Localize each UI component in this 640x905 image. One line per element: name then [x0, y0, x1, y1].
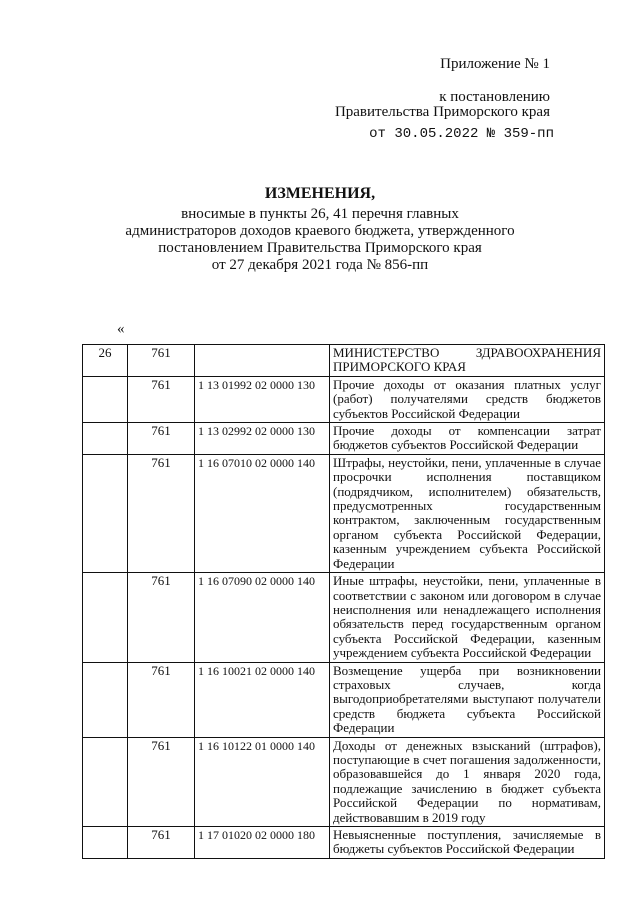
- row-number-cell: [83, 662, 128, 737]
- row-number-cell: [83, 423, 128, 455]
- row-number-cell: [83, 737, 128, 826]
- revenue-name-cell: Невыясненные поступления, зачисляемые в бюджеты субъектов Российской Федерации: [330, 827, 605, 859]
- revenue-name-cell: Штрафы, неустойки, пени, уплаченные в случае просрочки исполнения поставщиком (подрядчиком, исполнителем) обязательств, предусмотренных государственным контрактом, заключенным государственным органом субъекта Российской Федерации, казенным учреждением субъекта Российской Федерации: [330, 454, 605, 572]
- admin-code-cell: 761: [128, 376, 195, 422]
- table-row: [83, 573, 605, 662]
- revenue-name-cell: Иные штрафы, неустойки, пени, уплаченные в соответствии с законом или договором в случае неисполнения или ненадлежащего исполнения обязательств перед государственным органом субъекта Российской Федерации, казенным учреждением субъекта Российской Федерации: [330, 573, 605, 662]
- appendix-number: Приложение № 1: [440, 56, 550, 72]
- revenue-name-cell: Доходы от денежных взысканий (штрафов), поступающие в счет погашения задолженности, образовавшейся до 1 января 2020 года, подлежащие зачислению в бюджет субъекта Российской Федерации по нормативам, действовавшим в 2019 году: [330, 737, 605, 826]
- table-row: [83, 423, 605, 455]
- revenue-name-cell: Прочие доходы от оказания платных услуг (работ) получателями средств бюджетов субъектов Российской Федерации: [330, 376, 605, 422]
- document-subtitle: [0, 206, 640, 274]
- admin-code-cell: 761: [128, 423, 195, 455]
- row-number-cell: [83, 376, 128, 422]
- row-number-cell: 26: [83, 345, 128, 377]
- changes-table: [82, 344, 605, 859]
- admin-code-cell: 761: [128, 827, 195, 859]
- revenue-code-cell: 1 13 02992 02 0000 130: [195, 423, 330, 455]
- appendix-ref-line: к постановлению: [439, 89, 550, 105]
- admin-code-cell: 761: [128, 345, 195, 377]
- row-number-cell: [83, 827, 128, 859]
- table-row: [83, 827, 605, 859]
- admin-code-cell: 761: [128, 662, 195, 737]
- table-row: [83, 737, 605, 826]
- document-title: ИЗМЕНЕНИЯ,: [264, 185, 376, 202]
- table-row: [83, 454, 605, 572]
- table-row: [83, 345, 605, 377]
- row-number-cell: [83, 454, 128, 572]
- appendix-authority: Правительства Приморского края: [334, 104, 550, 120]
- subtitle-line: администраторов доходов краевого бюджета, утвержденного: [125, 223, 515, 239]
- subtitle-line: вносимые в пункты 26, 41 перечня главных: [181, 206, 459, 222]
- revenue-code-cell: 1 16 07090 02 0000 140: [195, 573, 330, 662]
- subtitle-line: постановлением Правительства Приморского края: [158, 240, 482, 256]
- revenue-code-cell: 1 16 07010 02 0000 140: [195, 454, 330, 572]
- revenue-code-cell: 1 16 10021 02 0000 140: [195, 662, 330, 737]
- revenue-name-cell: Прочие доходы от компенсации затрат бюджетов субъектов Российской Федерации: [330, 423, 605, 455]
- revenue-name-cell: МИНИСТЕРСТВО ЗДРАВООХРАНЕНИЯ ПРИМОРСКОГО КРАЯ: [330, 345, 605, 377]
- revenue-code-cell: [195, 345, 330, 377]
- row-number-cell: [83, 573, 128, 662]
- revenue-code-cell: 1 13 01992 02 0000 130: [195, 376, 330, 422]
- admin-code-cell: 761: [128, 454, 195, 572]
- opening-quote-mark: «: [117, 321, 125, 337]
- table-row: [83, 376, 605, 422]
- admin-code-cell: 761: [128, 737, 195, 826]
- revenue-name-cell: Возмещение ущерба при возникновении страховых случаев, когда выгодоприобретателями выступают получатели средств бюджета субъекта Российской Федерации: [330, 662, 605, 737]
- appendix-date-number: от 30.05.2022 № 359-пп: [369, 126, 554, 142]
- subtitle-line: от 27 декабря 2021 года № 856-пп: [211, 257, 429, 273]
- revenue-code-cell: 1 17 01020 02 0000 180: [195, 827, 330, 859]
- table-row: [83, 662, 605, 737]
- revenue-code-cell: 1 16 10122 01 0000 140: [195, 737, 330, 826]
- admin-code-cell: 761: [128, 573, 195, 662]
